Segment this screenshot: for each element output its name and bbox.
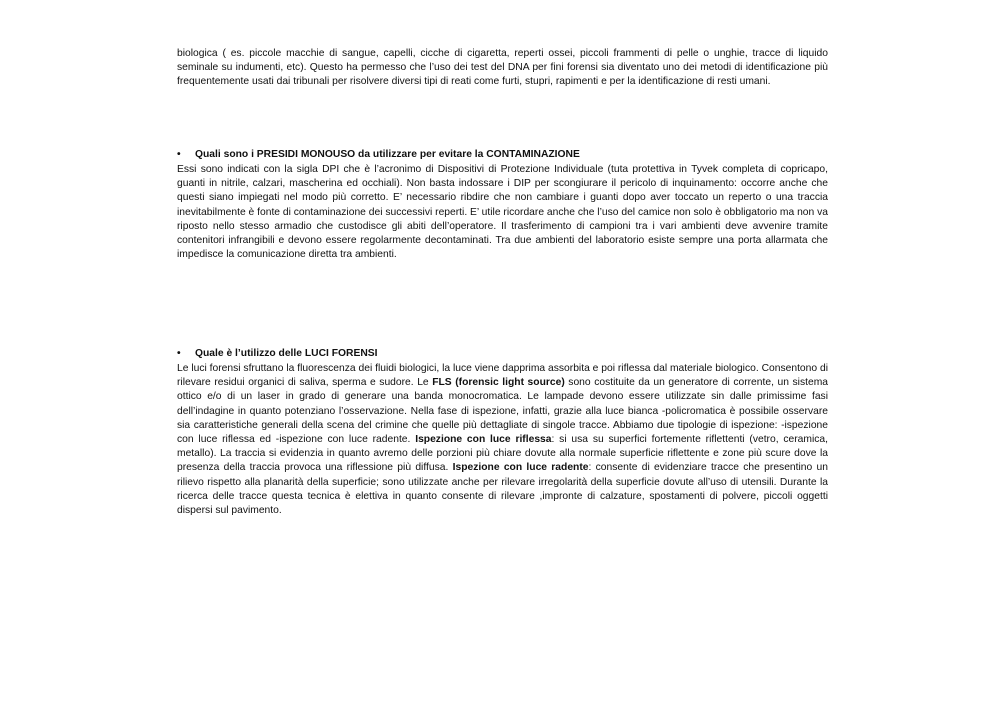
bullet-icon: •: [177, 348, 181, 359]
text-run: : consente di evidenziare tracce che presentino un rilievo rispetto alla planarità della superficie; sono utilizzate anche per rilevare irregolarità della superficie dovute all’uso di utensili. Durante la ricerca delle tracce questa tecnica è elettiva in quanto consente di rilevare ,impronte di calzature, spostamenti di polvere, piccoli oggetti dispersi sul pavimento.: [177, 462, 828, 517]
section-heading-luci-forensi: [177, 347, 828, 361]
section-heading-presidi-monouso: [177, 148, 828, 162]
heading-text: Quali sono i PRESIDI MONOUSO da utilizzare per evitare la CONTAMINAZIONE: [195, 149, 580, 160]
bold-term-fls: FLS (forensic light source): [432, 377, 565, 389]
text-run: sono costituite da un generatore di corrente, un sistema ottico e/o di un laser in grado di generare una banda monocromatica. Le lampade devono essere utilizzate sin dalle primissime fasi dell’indagine in quanto potenziano l’osservazione. Nella fase di ispezione, infatti, grazie alla luce bianca -policromatica è possibile osservare sia caratteristiche generali della scena del crimine che quelle più dettagliate di singole tracce. Abbiamo due tipologie di ispezione: -ispezione con luce riflessa ed -ispezione con luce radente.: [177, 377, 828, 446]
paragraph-dpi: Essi sono indicati con la sigla DPI che è l’acronimo di Dispositivi di Protezione Individuale (tuta protettiva in Tyvek completa di copricapo, guanti in nitrile, calzari, mascherina ed occhiali). Non basta indossare i DIP per scongiurare il pericolo di inquinamento: occorre anche che questi siano impiegati nel modo più corretto. E’ necessario ribdire che non cambiare i guanti dopo aver toccato un reperto o una traccia inevitabilmente è fonte di contaminazione dei successivi reperti. E’ utile ricordare anche che l’uso del camice non solo è obbligatorio ma non va riposto nello stesso armadio che custodisce gli abiti dell’operatore. Il trasferimento di campioni tra i vari ambienti deve avvenire tramite contenitori infrangibili e devono essere regolarmente decontaminati. Tra due ambienti del laboratorio esiste sempre una porta allarmata che impedisce la comunicazione diretta tra ambienti.: [177, 164, 828, 261]
paragraph-dna-identification: biologica ( es. piccole macchie di sangue, capelli, cicche di cigaretta, reperti ossei, piccoli frammenti di pelle o unghie, tracce di liquido seminale su indumenti, etc). Questo ha permesso che l’uso dei test del DNA per fini forensi sia diventato uno dei metodi di identificazione più frequentemente usati dai tribunali per risolvere diversi tipi di reati come furti, stupri, rapimenti e per la identificazione di resti umani.: [177, 48, 828, 88]
bold-term-luce-riflessa: Ispezione con luce riflessa: [415, 434, 552, 446]
bold-term-luce-radente: Ispezione con luce radente: [452, 462, 589, 474]
text-run: Le luci forensi sfruttano la fluorescenza dei fluidi biologici, la luce viene dapprima assorbita e poi riflessa dal materiale biologico. Consentono di rilevare residui organici di saliva, sperma e sudore. Le: [177, 363, 828, 389]
heading-text: Quale è l’utilizzo delle LUCI FORENSI: [195, 348, 378, 359]
text-run: : si usa su superfici fortemente riflettenti (vetro, ceramica, metallo). La traccia si evidenzia in quanto avremo delle porzioni più chiare dovute alla normale superficie riflettente e zone più scure dove la presenza della traccia provoca una riflessione più diffusa.: [177, 434, 829, 474]
bullet-icon: •: [177, 149, 181, 160]
paragraph-luci-forensi: [177, 362, 828, 518]
